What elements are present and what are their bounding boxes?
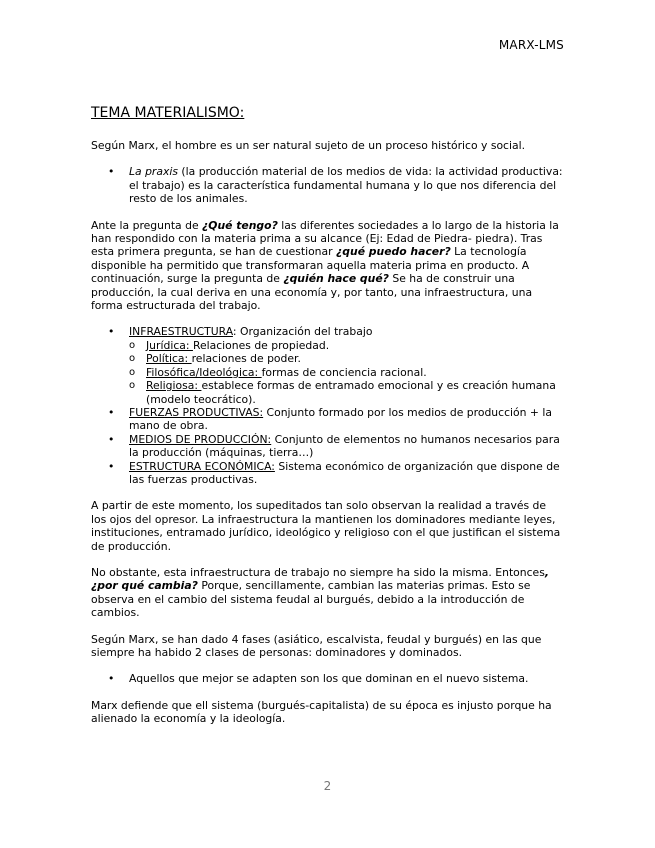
circle-bullet-icon: o <box>129 353 136 365</box>
question-que-puedo-hacer: ¿qué puedo hacer? <box>336 245 451 259</box>
sub-definition: Relaciones de propiedad. <box>192 338 330 352</box>
page-number: 2 <box>323 779 332 793</box>
text-run: las diferentes sociedades a lo largo de la historia la han respondido con la materia prima a su alcance (Ej: Edad de Piedra- piedra). Tras esta primera pregunta, se han de cuestionar <box>91 218 559 259</box>
text-run: La tecnología disponible ha permitido que transformaran aquella materia prima en producto. A continuación, surge la pregunta de <box>91 245 530 286</box>
term-medios-de-produccion: MEDIOS DE PRODUCCIÓN: <box>129 432 272 446</box>
list-item-medios-de-produccion <box>91 433 564 460</box>
infraestructura-sublist <box>129 339 564 406</box>
circle-bullet-icon: o <box>129 380 136 392</box>
bullet-icon: • <box>108 672 115 686</box>
sublist-item <box>129 352 564 365</box>
bullet-icon: • <box>108 325 115 339</box>
list-item-estructura-economica <box>91 460 564 487</box>
term-fuerzas-productivas: FUERZAS PRODUCTIVAS: <box>129 405 264 419</box>
page-title: TEMA MATERIALISMO: <box>91 105 245 121</box>
term-estructura-economica: ESTRUCTURA ECONÓMICA: <box>129 459 275 473</box>
praxis-list <box>91 165 564 205</box>
definition: Conjunto formado por los medios de producción + la mano de obra. <box>129 405 552 433</box>
list-item <box>91 672 564 685</box>
sub-definition: establece formas de entramado emocional y es creación humana (modelo teocrático). <box>146 379 556 406</box>
page-header: MARX-LMS <box>498 38 564 52</box>
sublist-item <box>129 339 564 352</box>
bullet-icon: • <box>108 405 115 419</box>
circle-bullet-icon: o <box>129 339 136 351</box>
intro-paragraph: Según Marx, el hombre es un ser natural sujeto de un proceso histórico y social. <box>91 139 526 152</box>
bullet-icon: • <box>108 432 115 446</box>
definition: : Organización del trabajo <box>232 325 373 339</box>
term-infraestructura: INFRAESTRUCTURA <box>129 325 233 339</box>
text-run: Ante la pregunta de <box>91 218 203 232</box>
sublist-item <box>129 366 564 379</box>
adapt-text: Aquellos que mejor se adapten son los que dominan en el nuevo sistema. <box>129 672 529 686</box>
structure-list <box>91 325 564 486</box>
definition: Conjunto de elementos no humanos necesarios para la producción (máquinas, tierra…) <box>129 432 560 460</box>
text-run: Se ha de construir una producción, la cual deriva en una economía y, por tanto, una infraestructura, una forma estructurada del trabajo. <box>91 272 533 313</box>
sub-definition: relaciones de poder. <box>191 352 301 366</box>
oppressor-paragraph: A partir de este momento, los supeditados tan solo observan la realidad a través de los ojos del opresor. La infraestructura la mantienen los dominadores mediante leyes, instituciones, entramado jurídico, ideológico y religioso con el que justifican el sistema de producción. <box>91 499 561 553</box>
text-run: Porque, sencillamente, cambian las materias primas. Esto se observa en el cambio del sistema feudal al burgués, debido a la introducción de cambios. <box>91 579 531 620</box>
sub-term: Filosófica/Ideológica: <box>146 365 262 379</box>
sub-term: Política: <box>146 352 192 366</box>
page-content <box>91 104 564 739</box>
text-run: No obstante, esta infraestructura de trabajo no siempre ha sido la misma. Entonces <box>91 565 545 579</box>
adapt-list <box>91 672 564 685</box>
sublist-item <box>129 379 564 406</box>
definition: Sistema económico de organización que dispone de las fuerzas productivas. <box>129 459 560 486</box>
praxis-term: La praxis <box>129 165 178 179</box>
bullet-icon: • <box>108 459 115 473</box>
sub-definition: formas de conciencia racional. <box>261 365 427 379</box>
question-por-que-cambia: , ¿por qué cambia? <box>91 565 549 593</box>
bullet-icon: • <box>108 165 115 179</box>
conclusion-paragraph: Marx defiende que ell sistema (burgués-capitalista) de su época es injusto porque ha alienado la economía y la ideología. <box>91 698 552 726</box>
change-paragraph <box>91 566 564 620</box>
question-quien-hace-que: ¿quién hace qué? <box>283 272 389 286</box>
list-item <box>91 165 564 205</box>
sub-term: Religiosa: <box>146 379 202 393</box>
sub-term: Jurídica: <box>146 338 193 352</box>
questions-paragraph <box>91 219 564 313</box>
praxis-text: (la producción material de los medios de vida: la actividad productiva: el trabajo) es la característica fundamental humana y lo que nos diferencia del resto de los animales. <box>129 165 563 206</box>
circle-bullet-icon: o <box>129 366 136 378</box>
question-que-tengo: ¿Qué tengo? <box>202 218 278 232</box>
list-item-infraestructura <box>91 325 564 405</box>
phases-paragraph: Según Marx, se han dado 4 fases (asiático, escalvista, feudal y burgués) en las que siempre ha habido 2 clases de personas: dominadores y dominados. <box>91 632 542 659</box>
list-item-fuerzas-productivas <box>91 406 564 433</box>
